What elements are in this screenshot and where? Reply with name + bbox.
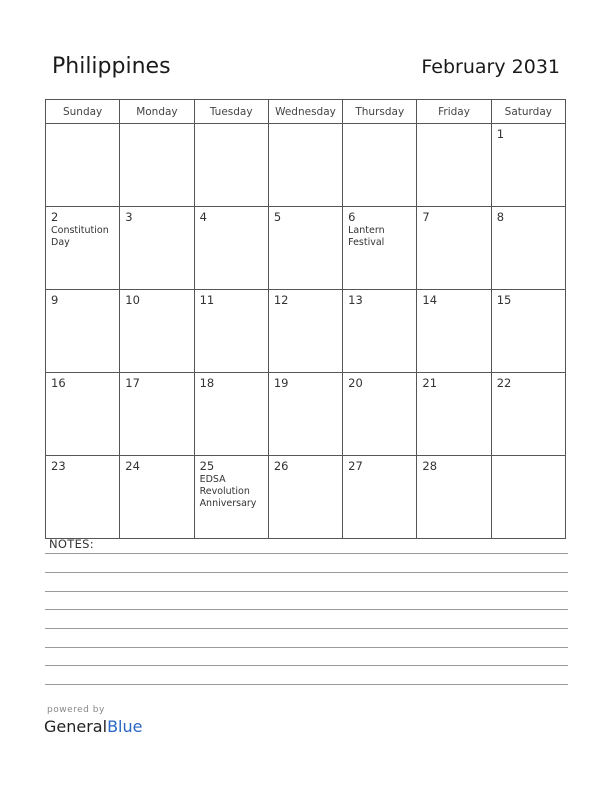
day-cell (46, 373, 120, 456)
weekday-header: Friday (417, 100, 491, 124)
day-cell (268, 456, 342, 539)
day-cell (417, 290, 491, 373)
day-number: 7 (422, 210, 430, 224)
day-number: 26 (273, 459, 289, 473)
note-line (45, 572, 568, 573)
day-number: 10 (125, 293, 140, 307)
day-number: 22 (496, 376, 512, 390)
day-number: 17 (125, 376, 140, 390)
day-cell (194, 290, 268, 373)
day-cell (343, 207, 417, 290)
empty-day-cell (120, 124, 194, 207)
calendar-body (46, 124, 566, 539)
note-line (45, 553, 568, 554)
day-number: 16 (51, 376, 66, 390)
day-cell (120, 373, 194, 456)
day-number: 9 (51, 293, 59, 307)
day-cell (194, 373, 268, 456)
day-number: 23 (51, 459, 66, 473)
calendar-grid (45, 99, 566, 539)
day-cell (268, 207, 342, 290)
note-line (45, 591, 568, 592)
day-cell (194, 207, 268, 290)
day-number: 24 (125, 459, 140, 473)
day-cell (417, 207, 491, 290)
week-row (46, 124, 566, 207)
day-number: 21 (422, 376, 438, 390)
country-title: Philippines (52, 54, 171, 79)
empty-day-cell (417, 124, 491, 207)
weekday-header: Thursday (343, 100, 417, 124)
day-number: 28 (422, 459, 438, 473)
day-cell (268, 290, 342, 373)
day-number: 8 (496, 210, 505, 224)
day-cell (343, 290, 417, 373)
day-cell (46, 290, 120, 373)
day-number: 19 (273, 376, 289, 390)
day-number: 13 (348, 293, 363, 307)
note-line (45, 647, 568, 648)
day-number: 15 (496, 293, 512, 307)
day-cell (417, 456, 491, 539)
day-cell (491, 124, 565, 207)
week-row (46, 290, 566, 373)
day-cell (268, 373, 342, 456)
day-number: 1 (496, 127, 505, 141)
empty-day-cell (46, 124, 120, 207)
empty-day-cell (268, 124, 342, 207)
weekday-header: Tuesday (194, 100, 268, 124)
holiday-label: Constitution Day (51, 225, 109, 248)
empty-day-cell (491, 456, 565, 539)
day-cell (120, 456, 194, 539)
weekday-header-row (46, 100, 566, 124)
week-row (46, 373, 566, 456)
day-number: 11 (199, 293, 215, 307)
weekday-header: Wednesday (268, 100, 342, 124)
brand-blue: Blue (107, 717, 143, 736)
day-number: 5 (273, 210, 282, 224)
day-number: 3 (125, 210, 133, 224)
day-number: 20 (348, 376, 363, 390)
day-cell (343, 456, 417, 539)
week-row (46, 207, 566, 290)
empty-day-cell (343, 124, 417, 207)
month-title: February 2031 (421, 56, 560, 78)
day-cell (194, 456, 268, 539)
weekday-header: Sunday (46, 100, 120, 124)
day-number: 6 (348, 210, 356, 224)
day-cell (491, 290, 565, 373)
day-cell (491, 207, 565, 290)
note-line (45, 665, 568, 666)
weekday-header: Monday (120, 100, 194, 124)
day-number: 4 (199, 210, 207, 224)
day-number: 25 (199, 459, 215, 473)
day-cell (417, 373, 491, 456)
note-line (45, 628, 568, 629)
holiday-label: EDSA Revolution Anniversary (199, 474, 257, 509)
day-number: 27 (348, 459, 363, 473)
holiday-label: Lantern Festival (348, 225, 385, 248)
day-cell (120, 290, 194, 373)
day-cell (120, 207, 194, 290)
day-number: 12 (273, 293, 289, 307)
brand-logo[interactable] (44, 717, 142, 736)
brand-general: General (44, 717, 108, 736)
day-cell (46, 207, 120, 290)
weekday-header: Saturday (491, 100, 565, 124)
day-number: 14 (422, 293, 438, 307)
day-cell (491, 373, 565, 456)
note-line (45, 684, 568, 685)
empty-day-cell (194, 124, 268, 207)
day-number: 18 (199, 376, 215, 390)
day-cell (343, 373, 417, 456)
week-row (46, 456, 566, 539)
day-number: 2 (51, 210, 59, 224)
day-cell (46, 456, 120, 539)
powered-by-text: powered by (47, 705, 105, 715)
notes-label: NOTES: (49, 537, 94, 551)
note-line (45, 609, 568, 610)
